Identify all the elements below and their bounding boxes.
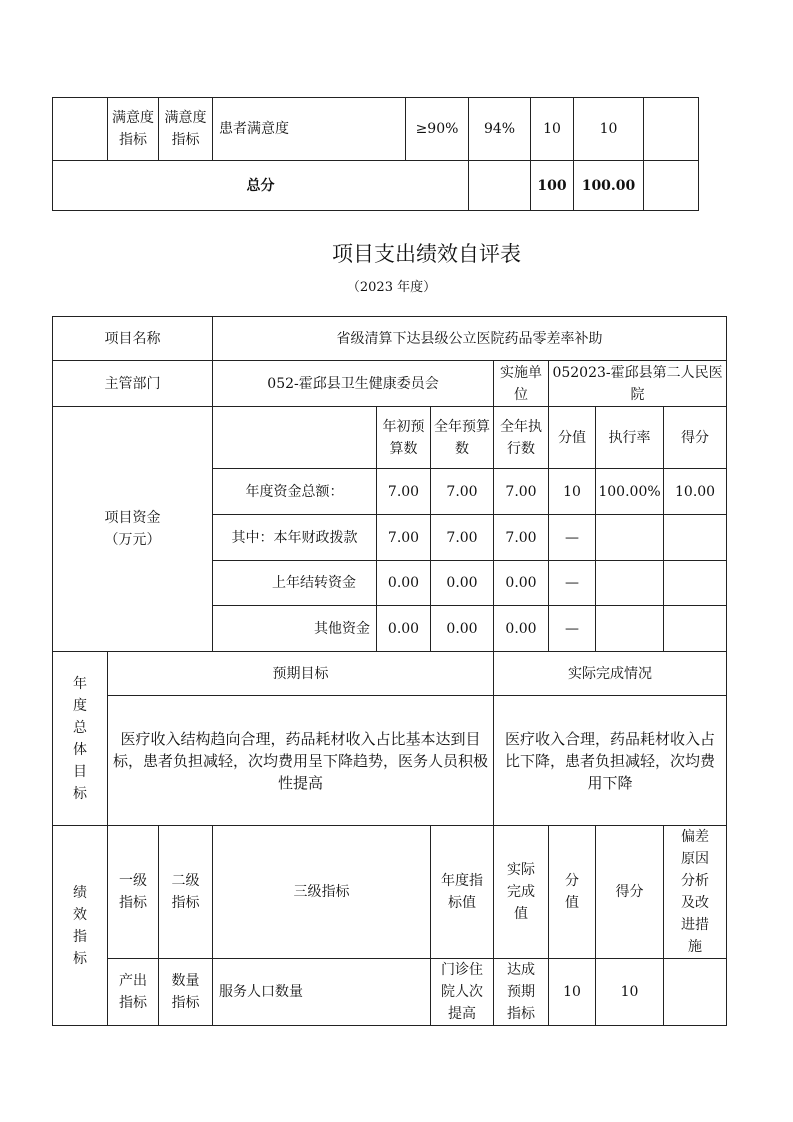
funds-row: 上年结转资金 0.00 0.00 0.00 — [53, 561, 727, 606]
total-label: 总分 [53, 161, 469, 211]
actual-result: 医疗收入合理，药品耗材收入占比下降，患者负担减轻，次均费用下降 [494, 696, 727, 826]
project-name-label: 项目名称 [53, 317, 213, 361]
total-score: 100.00 [574, 161, 644, 211]
unit-label: 实施单位 [494, 361, 549, 407]
table-row [53, 98, 699, 161]
target: ≥90% [406, 98, 469, 161]
page-title: 项目支出绩效自评表 [332, 242, 521, 266]
funds-row: 其他资金 0.00 0.00 0.00 — [53, 606, 727, 652]
dept: 052-霍邱县卫生健康委员会 [213, 361, 494, 407]
score: 10 [574, 98, 644, 161]
header-initial: 年初预算数 [377, 407, 431, 469]
total-weight: 100 [531, 161, 574, 211]
kpi-label: 绩效指标 [53, 826, 108, 1026]
level1: 满意度指标 [108, 98, 159, 161]
page-subtitle: （2023 年度） [346, 280, 437, 295]
actual-label: 实际完成情况 [494, 652, 727, 696]
funds-label: 项目资金（万元） [53, 407, 213, 652]
dept-label: 主管部门 [53, 361, 213, 407]
total-row [53, 161, 699, 211]
header-rate: 执行率 [596, 407, 664, 469]
header-weight: 分值 [549, 407, 596, 469]
goal-label: 年度总体目标 [53, 652, 108, 826]
funds-row: 其中：本年财政拨款 7.00 7.00 7.00 — [53, 515, 727, 561]
level2: 满意度指标 [159, 98, 213, 161]
header-executed: 全年执行数 [494, 407, 549, 469]
weight: 10 [531, 98, 574, 161]
unit: 052023-霍邱县第二人民医院 [549, 361, 727, 407]
project-name: 省级清算下达县级公立医院药品零差率补助 [213, 317, 727, 361]
expected-goal: 医疗收入结构趋向合理，药品耗材收入占比基本达到目标，患者负担减轻，次均费用呈下降趋势，医务人员积极性提高 [108, 696, 494, 826]
evaluation-table: 项目名称 省级清算下达县级公立医院药品零差率补助 主管部门 052-霍邱县卫生健康委员会 实施单位 052023-霍邱县第二人民医院 项目资金（万元） 年初预算数 全年预算数 全年执行数 分值 执行率 得分 年度资金总额： 7.00 7.00 7.00 10 100.00% 10.00 其中：本年财政拨款 7.00 7.00 7.00 — 上年结转资金 0.00 0.00 0.00 — 其他资金 0.00 0.00 0.00 — 年度总体目标 预期目标 实际完成情况 医疗收入结构趋向合理，药品耗材收入占比基本达到目标，患者负担减轻，次均费用呈下降趋势，医务人员积极性提高 医疗收入合理，药品耗材收入占比下降，患者负担减轻，次均费用下降 绩效指标 一级指标 二级指标 三级指标 年度指标值 实际完成值 分值 得分 偏差原因分析及改进措施 产出指标 数量指标 服务人口数量 门诊住院人次提高 达成预期指标 10 10 [52, 316, 727, 1026]
level3: 患者满意度 [213, 98, 406, 161]
funds-row: 年度资金总额： 7.00 7.00 7.00 10 100.00% 10.00 [53, 469, 727, 515]
expected-label: 预期目标 [108, 652, 494, 696]
previous-table [52, 97, 699, 211]
note [644, 98, 699, 161]
kpi-row: 产出指标 数量指标 服务人口数量 门诊住院人次提高 达成预期指标 10 10 [53, 959, 727, 1026]
header-annual: 全年预算数 [431, 407, 494, 469]
header-score: 得分 [664, 407, 727, 469]
actual: 94% [469, 98, 531, 161]
